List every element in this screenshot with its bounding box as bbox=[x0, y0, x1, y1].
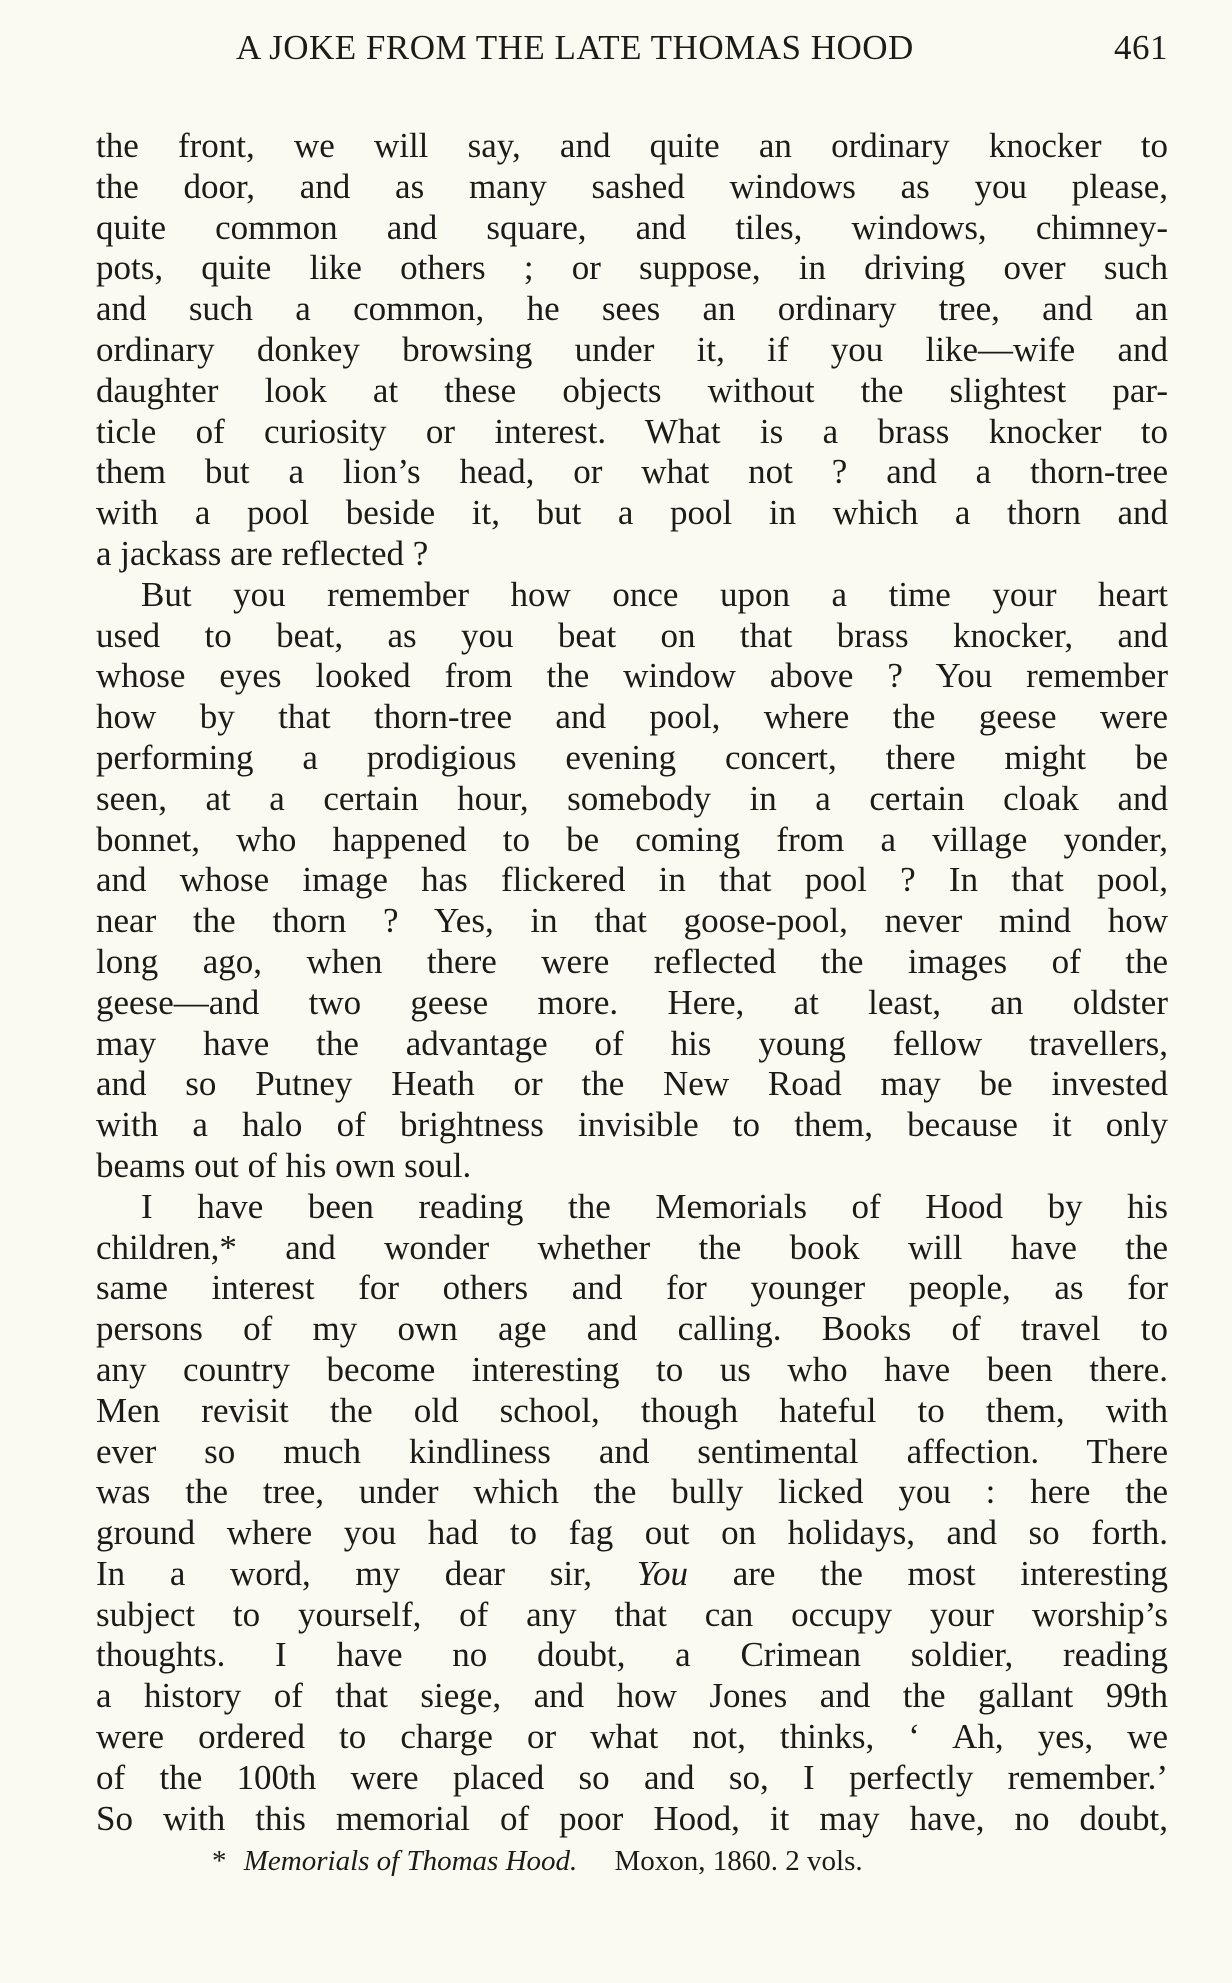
text-line: performing a prodigious evening concert, there might be bbox=[96, 737, 1168, 777]
text-line: pots, quite like others ; or suppose, in driving over such bbox=[96, 248, 1168, 288]
text-line: a history of that siege, and how Jones and the gallant 99th bbox=[96, 1676, 1168, 1716]
text-line: with a halo of brightness invisible to them, because it only bbox=[96, 1105, 1168, 1145]
text-line: Men revisit the old school, though hateful to them, with bbox=[96, 1390, 1168, 1430]
text-line bbox=[96, 1554, 1168, 1595]
text-line: bonnet, who happened to be coming from a village yonder, bbox=[96, 819, 1168, 859]
text-line: ticle of curiosity or interest. What is a brass knocker to bbox=[96, 411, 1168, 451]
text-line: ever so much kindliness and sentimental affection. There bbox=[96, 1431, 1168, 1471]
running-head bbox=[96, 24, 1168, 74]
text-line: with a pool beside it, but a pool in which a thorn and bbox=[96, 493, 1168, 533]
text-line: near the thorn ? Yes, in that goose-pool, never mind how bbox=[96, 901, 1168, 941]
text-line: So with this memorial of poor Hood, it may have, no doubt, bbox=[96, 1798, 1168, 1838]
text-line: seen, at a certain hour, somebody in a certain cloak and bbox=[96, 778, 1168, 818]
text-line: were ordered to charge or what not, thinks, ‘ Ah, yes, we bbox=[96, 1717, 1168, 1757]
text-line: and such a common, he sees an ordinary tree, and an bbox=[96, 289, 1168, 329]
book-page bbox=[96, 24, 1168, 1881]
text-line: geese—and two geese more. Here, at least, an oldster bbox=[96, 982, 1168, 1022]
text-line: same interest for others and for younger people, as for bbox=[96, 1268, 1168, 1308]
text-line: thoughts. I have no doubt, a Crimean soldier, reading bbox=[96, 1635, 1168, 1675]
text-line: and so Putney Heath or the New Road may be invested bbox=[96, 1064, 1168, 1104]
text-line: daughter look at these objects without the slightest par- bbox=[96, 370, 1168, 410]
text-line: and whose image has flickered in that pool ? In that pool, bbox=[96, 860, 1168, 900]
text-line: persons of my own age and calling. Books of travel to bbox=[96, 1309, 1168, 1349]
text-line: how by that thorn-tree and pool, where the geese were bbox=[96, 697, 1168, 737]
text-line: any country become interesting to us who have been there. bbox=[96, 1349, 1168, 1389]
text-line: ground where you had to fag out on holidays, and so forth. bbox=[96, 1513, 1168, 1553]
page-number: 461 bbox=[1114, 28, 1168, 67]
text-line: the front, we will say, and quite an ordinary knocker to bbox=[96, 126, 1168, 165]
text-line: children,* and wonder whether the book will have the bbox=[96, 1227, 1168, 1267]
text-fragment: In a word, my dear sir, bbox=[96, 1553, 593, 1593]
text-fragment: are the most interesting bbox=[732, 1553, 1169, 1593]
emphasis-you: You bbox=[636, 1553, 689, 1593]
text-line: was the tree, under which the bully licked you : here the bbox=[96, 1472, 1168, 1512]
text-line: long ago, when there were reflected the images of the bbox=[96, 941, 1168, 981]
text-line: used to beat, as you beat on that brass knocker, and bbox=[96, 615, 1168, 655]
footnote-work-title: Memorials of Thomas Hood. bbox=[243, 1845, 578, 1878]
text-line: But you remember how once upon a time your heart bbox=[141, 574, 1168, 614]
text-line: subject to yourself, of any that can occupy your worship’s bbox=[96, 1594, 1168, 1634]
body-text bbox=[96, 126, 1168, 1839]
text-line: the door, and as many sashed windows as you please, bbox=[96, 166, 1168, 206]
text-line: ordinary donkey browsing under it, if you like—wife and bbox=[96, 329, 1168, 369]
footnote bbox=[96, 1841, 1168, 1881]
text-line: whose eyes looked from the window above ? You remember bbox=[96, 656, 1168, 696]
text-line: beams out of his own soul. bbox=[96, 1145, 472, 1185]
text-line: them but a lion’s head, or what not ? and a thorn-tree bbox=[96, 452, 1168, 492]
running-title: A JOKE FROM THE LATE THOMAS HOOD bbox=[236, 28, 914, 67]
text-line: quite common and square, and tiles, windows, chimney- bbox=[96, 207, 1168, 247]
text-line: a jackass are reflected ? bbox=[96, 533, 429, 573]
footnote-marker: * bbox=[212, 1845, 227, 1878]
footnote-publisher: Moxon, 1860. 2 vols. bbox=[614, 1845, 863, 1878]
text-line: of the 100th were placed so and so, I perfectly remember.’ bbox=[96, 1757, 1168, 1797]
text-line: I have been reading the Memorials of Hood by his bbox=[141, 1186, 1168, 1226]
text-line: may have the advantage of his young fellow travellers, bbox=[96, 1023, 1168, 1063]
